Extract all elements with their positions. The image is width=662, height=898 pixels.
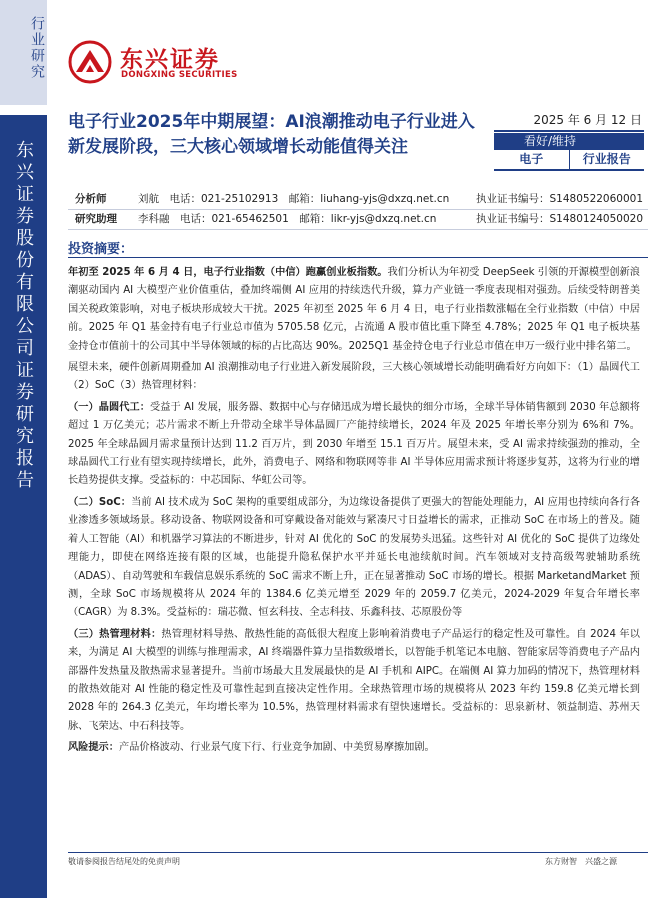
section-title: 投资摘要： — [68, 242, 134, 257]
report-tags — [494, 150, 644, 171]
paragraph: （二）SoC：当前 AI 技术成为 SoC 架构的重要组成部分，为边缘设备提供了更强大的智能处理能力，AI 应用也持续向各行各业渗透多领域场景。移动设备、物联网设备和可穿戴设备对能效与紧凑尺寸日益增长的需求，正推动 SoC 在市场上的普及。随着人工智能（AI）和机器学习算法的不断进步，针对 AI 优化的 SoC 的发展势头迅猛。这些针对 AI 优化的 SoC 提供了边缘处理能力，即使在网络连接有限的区域，也能提升隐私保护水平并延长电池续航时间。汽车领域对支持高级驾驶辅助系统（ADAS）、自动驾驶和车载信息娱乐系统的 SoC 需求不断上升，正在显著推动 SoC 市场的增长。根据 MarketandMarket 预测，全球 SoC 市场规模将从 2024 年的 1384.6 亿美元增至 2029 年的 2059.7 亿美元，2024-2029 年复合年增长率（CAGR）为 8.3%。受益标的：瑞芯微、恒玄科技、全志科技、乐鑫科技、芯原股份等 — [68, 496, 641, 619]
logo-name-en: DONGXING SECURITIES — [121, 70, 238, 80]
report-title: 电子行业2025年中期展望：AI浪潮推动电子行业进入新发展阶段，三大核心领域增长动能值得关注 — [68, 112, 475, 157]
analyst-cert: 执业证书编号：S1480522060001 — [476, 193, 644, 205]
report-info-box — [494, 110, 644, 171]
sidebar-company — [0, 115, 47, 898]
summary-body — [68, 264, 640, 761]
footer-slogan: 东方财智 兴盛之源 — [545, 857, 617, 866]
report-date: 2025 年 6 月 12 日 — [494, 110, 644, 132]
analyst-role: 分析师 — [75, 193, 107, 205]
assistant-role: 研究助理 — [75, 213, 117, 225]
sidebar-company-label: 东兴证券股份有限公司证券研究报告 — [13, 140, 34, 492]
assistant-cert: 执业证书编号：S1480124050020 — [476, 213, 644, 225]
report-type-tag: 行业报告 — [582, 152, 631, 166]
paragraph: 风险提示：产品价格波动、行业景气度下行、行业竞争加剧、中美贸易摩擦加剧。 — [68, 742, 435, 754]
footer-disclaimer: 敬请参阅报告结尾处的免责声明 — [68, 857, 180, 866]
rating-badge: 看好/维持 — [494, 133, 644, 150]
analyst-row — [68, 190, 648, 210]
sector-tag: 电子 — [494, 150, 570, 169]
footer-divider — [68, 852, 648, 853]
sidebar-category — [0, 0, 47, 105]
analyst-table — [68, 190, 648, 230]
sidebar — [0, 0, 47, 898]
paragraph: 展望未来，硬件创新周期叠加 AI 浪潮推动电子行业进入新发展阶段，三大核心领域增长动能明确看好方向如下：（1）晶圆代工（2）SoC（3）热管理材料： — [68, 362, 640, 392]
logo-mark-icon — [68, 40, 112, 84]
analyst-contact: 刘航 电话：021-25102913 邮箱：liuhang-yjs@dxzq.net.cn — [138, 193, 450, 205]
paragraph: （一）晶圆代工：受益于 AI 发展，服务器、数据中心与存储迅成为增长最快的细分市场，全球半导体销售额到 2030 年总额将超过 1 万亿美元；芯片需求不断上升带动全球半导体晶圆厂产能持续增长，2024 年及 2025 年增长率分别为 6%和 7%。2025 年全球晶圆月需求量预计达到 11.2 百万片，到 2030 年增至 15.1 百万片。展望未来，受 AI 需求持续强劲的推动，全球晶圆代工行业有望实现持续增长，此外，消费电子、网络和物联网等非 AI 半导体应用需求预计将逐步复苏，这将为行业的增长趋势提供支撑。受益标的：中芯国际、华虹公司等。 — [68, 401, 640, 487]
logo-name-cn: 东兴证券 — [120, 47, 220, 73]
company-logo — [68, 40, 238, 84]
section-divider — [68, 257, 648, 258]
assistant-contact: 李科融 电话：021-65462501 邮箱：likr-yjs@dxzq.net.cn — [138, 213, 437, 225]
assistant-row — [68, 210, 648, 230]
paragraph: 年初至 2025 年 6 月 4 日，电子行业指数（中信）跑赢创业板指数。我们分析认为年初受 DeepSeek 引领的开源模型创新浪潮驱动国内 AI 大模型产业价值重估，叠加终端侧 AI 应用的持续迭代升级，算力产业链一季度表现相对强劲。后续受特朗普美国关税政策影响，对电子板块形成较大干扰。2025 年初至 2025 年 6 月 4 日，电子行业指数涨幅在全行业指数（中信）中居前。2025 年 Q1 基金持有电子行业总市值为 5705.58 亿元，占流通 A 股市值比重下降至 4.78%；2025 年 Q1 电子板块基金持仓市值前十的公司其中半导体领域的标的占比高达 90%。2025Q1 基金持仓电子行业总市值在申万一级行业中排名第二。 — [68, 267, 640, 352]
paragraph: （三）热管理材料：热管理材料导热、散热性能的高低很大程度上影响着消费电子产品运行的稳定性及可靠性。自 2024 年以来，为满足 AI 大模型的训练与推理需求，AI 终端器件算力呈指数级增长，以智能手机笔记本电脑、智能家居等消费电子产品内部器件发热量及散热需求显著提升。当前市场最大且发展最快的是 AI 手机和 AIPC。在端侧 AI 算力加码的情况下，热管理材料的散热效能对 AI 性能的稳定性及可靠性起到直接决定性作用。全球热管理市场的规模将从 2023 年约 159.8 亿美元增长到 2028 年的 264.3 亿美元，年均增长率为 10.5%，热管理材料需求有望快速增长。受益标的：思泉新材、领益制造、苏州天脉、飞荣达、中石科技等。 — [68, 628, 640, 732]
sidebar-category-label: 行业研究 — [29, 16, 45, 80]
